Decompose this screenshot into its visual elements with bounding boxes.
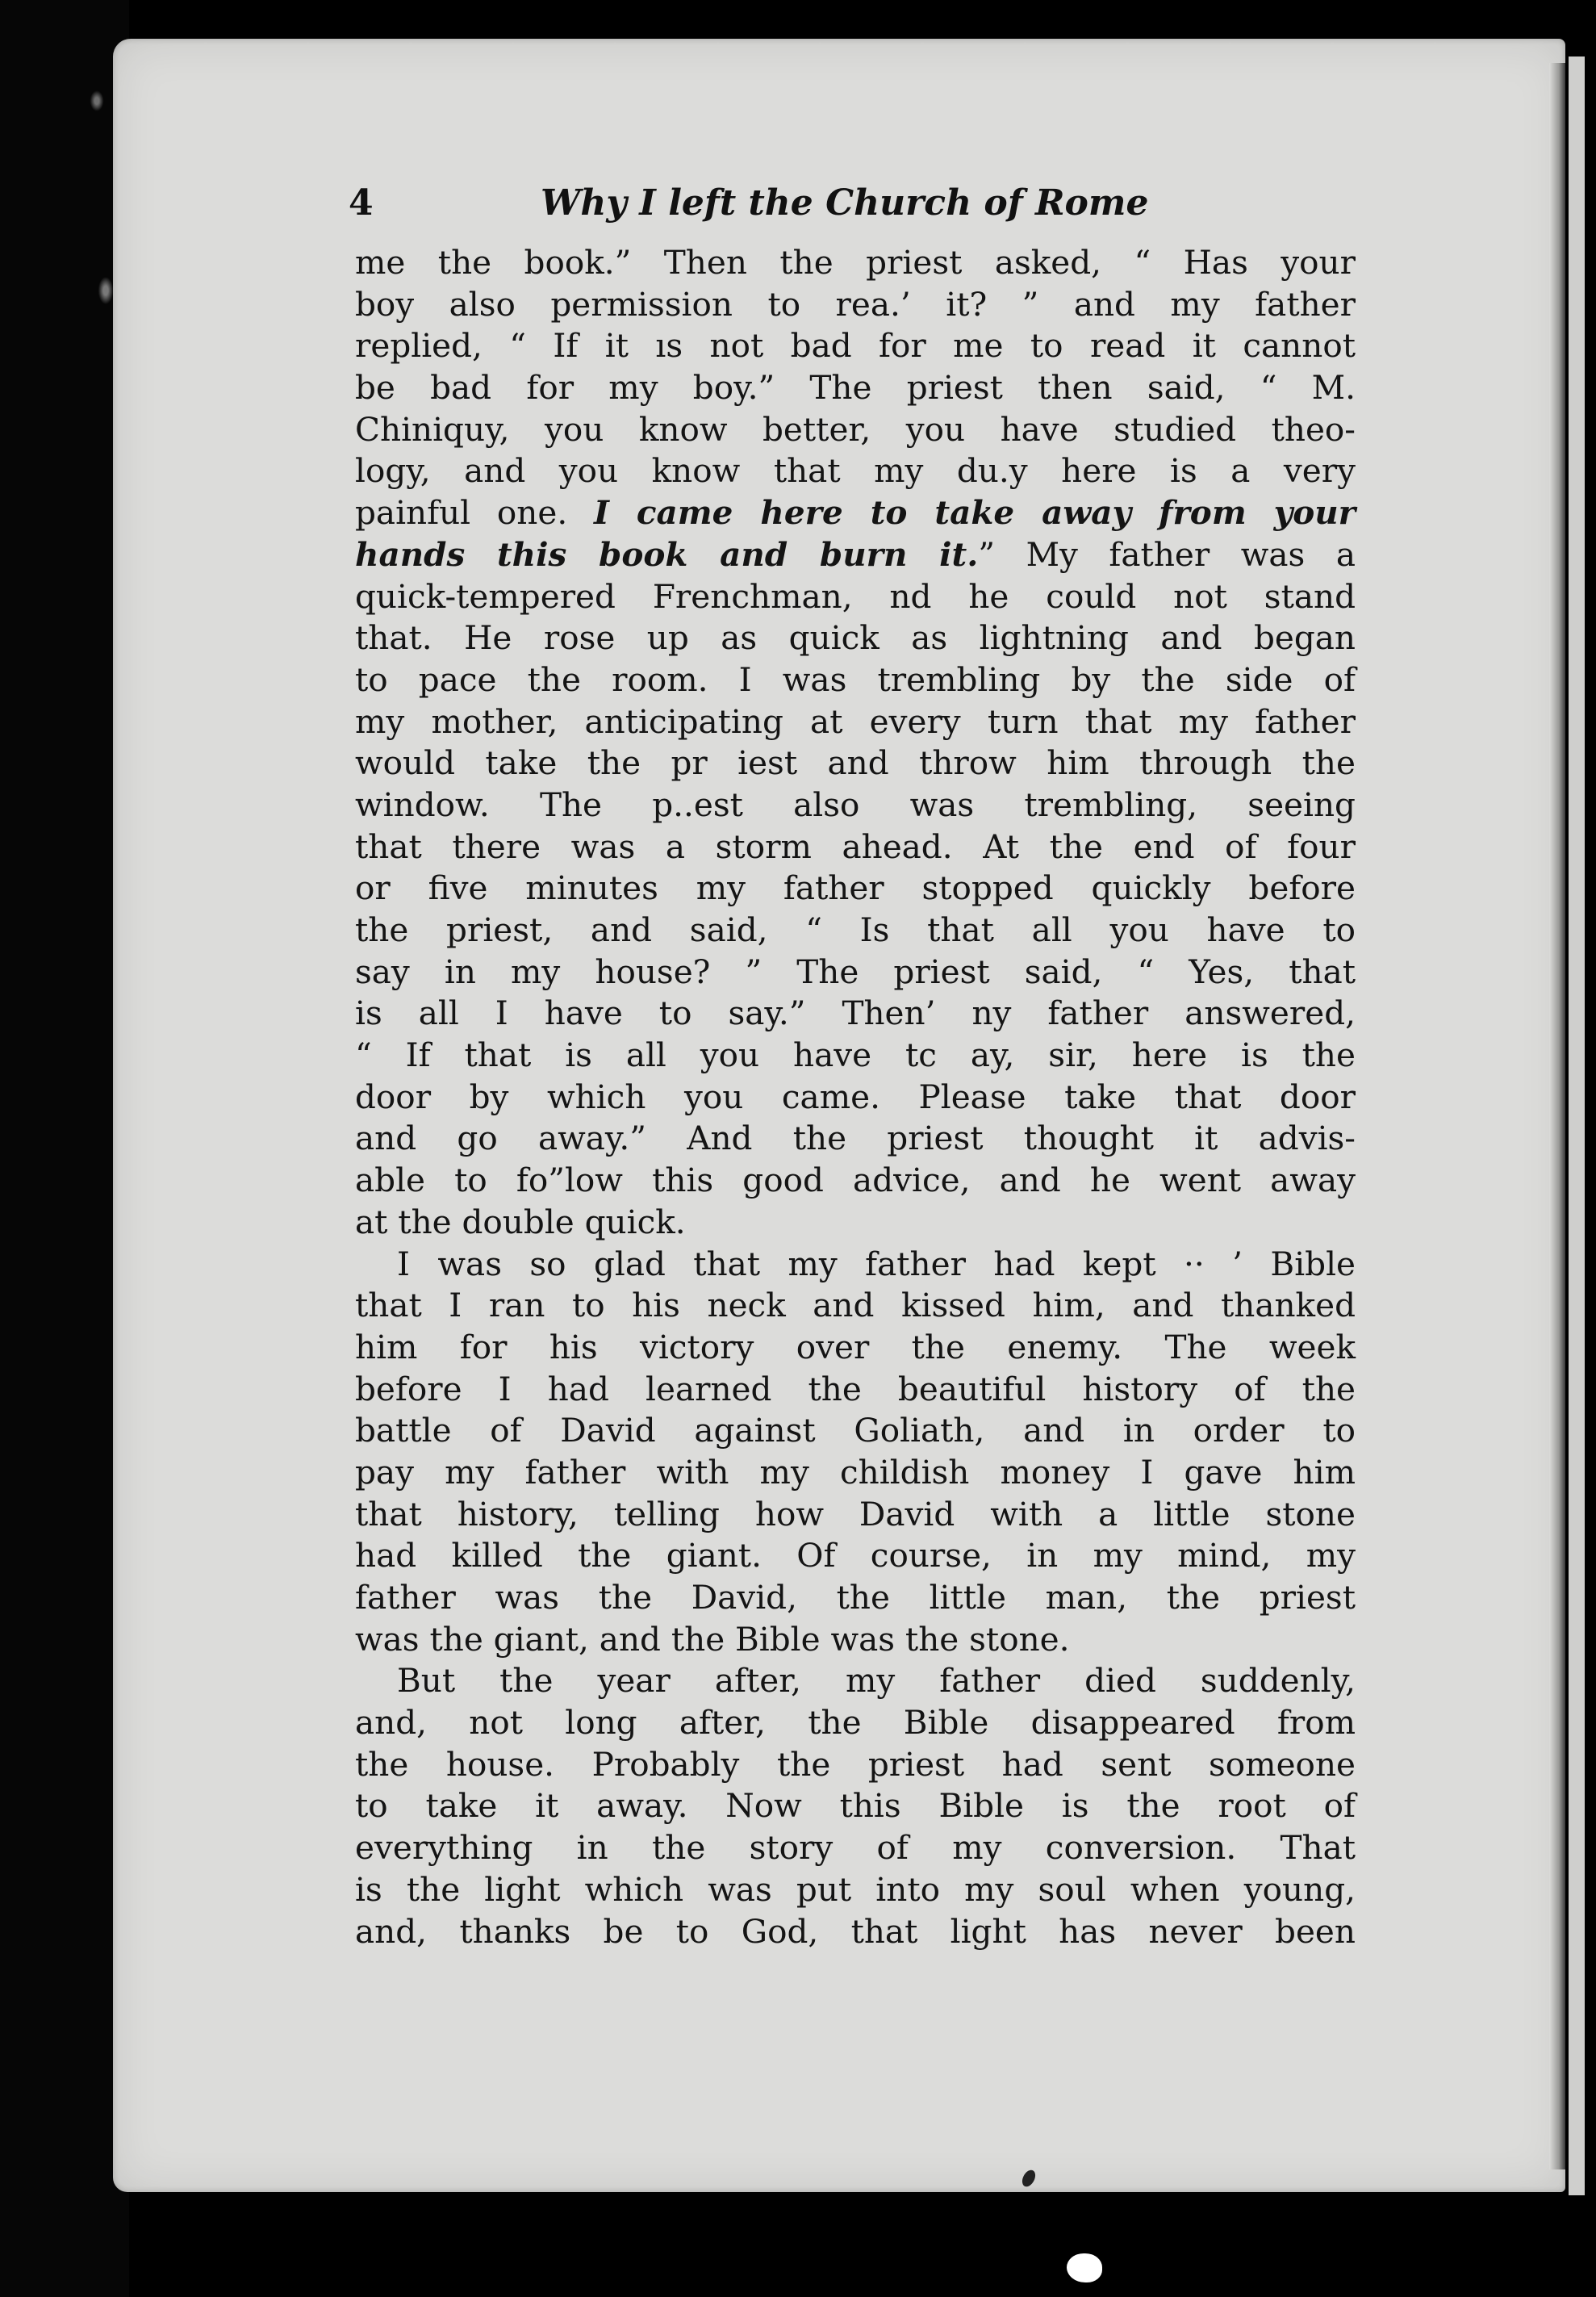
text-line: that there was a storm ahead. At the end of four <box>355 826 1356 866</box>
text-line: would take the pr iest and throw him through the <box>355 743 1356 783</box>
text-line: and go away.” And the priest thought it advis- <box>355 1119 1356 1158</box>
text-line: had killed the giant. Of course, in my mind, my <box>355 1536 1356 1575</box>
text-line: But the year after, my father died suddenly, <box>397 1661 1356 1701</box>
text-line: door by which you came. Please take that door <box>355 1077 1356 1116</box>
text-line: and, not long after, the Bible disappeared from <box>355 1703 1356 1743</box>
scan-speck <box>89 89 105 113</box>
text-line: boy also permission to rea.’ it? ” and my father <box>355 284 1356 324</box>
text-line: everything in the story of my conversion. That <box>355 1828 1356 1868</box>
page-header <box>349 178 1357 229</box>
text-line: before I had learned the beautiful history of the <box>355 1369 1356 1408</box>
text-line: that I ran to his neck and kissed him, and thanked <box>355 1286 1356 1325</box>
text-line: was the giant, and the Bible was the stone. <box>355 1619 1070 1659</box>
page-number: 4 <box>349 182 374 224</box>
emphasis-text: I came here to take away from your <box>593 493 1356 533</box>
text-line: able to fo”low this good advice, and he went away <box>355 1161 1356 1200</box>
text-line: that. He rose up as quick as lightning and began <box>355 618 1356 658</box>
text-line: or five minutes my father stopped quickly before <box>355 868 1356 908</box>
text-line: I was so glad that my father had kept ·· ’ Bible <box>397 1244 1356 1283</box>
text-line: to pace the room. I was trembling by the side of <box>355 659 1356 699</box>
text-line: my mother, anticipating at every turn that my father <box>355 701 1356 741</box>
text-line: say in my house? ” The priest said, “ Yes, that <box>355 952 1356 991</box>
text-line: is all I have to say.” Then’ ny father answered, <box>355 994 1356 1033</box>
next-page-edge <box>1569 56 1585 2195</box>
text-line: replied, “ If it ıs not bad for me to read it cannot <box>355 326 1356 366</box>
text-line: “ If that is all you have tc ay, sir, here is the <box>355 1036 1356 1075</box>
text-line: me the book.” Then the priest asked, “ Has your <box>355 243 1356 282</box>
page-body <box>355 242 1356 1952</box>
scan-speck <box>97 274 115 307</box>
scan-blob <box>1067 2253 1102 2282</box>
text-line: the priest, and said, “ Is that all you have to <box>355 910 1356 949</box>
text-line: window. The p..est also was trembling, seeing <box>355 784 1356 824</box>
text-line: quick-tempered Frenchman, nd he could not stand <box>355 576 1356 616</box>
text-line: the house. Probably the priest had sent someone <box>355 1744 1356 1784</box>
text-line: be bad for my boy.” The priest then said, “ M. <box>355 368 1356 408</box>
text-line: at the double quick. <box>355 1202 686 1241</box>
scan-dark-border <box>0 0 129 2297</box>
text-line: and, thanks be to God, that light has never been <box>355 1911 1356 1951</box>
text-line: is the light which was put into my soul when young, <box>355 1869 1356 1909</box>
text-line: to take it away. Now this Bible is the root of <box>355 1786 1356 1826</box>
text-run: ” My father was a <box>978 534 1356 574</box>
text-line: that history, telling how David with a little stone <box>355 1494 1356 1533</box>
text-line: Chiniquy, you know better, you have studied theo- <box>355 409 1356 449</box>
text-line: pay my father with my childish money I gave him <box>355 1452 1356 1492</box>
page-edge-shadow <box>1549 63 1565 2169</box>
text-line: him for his victory over the enemy. The week <box>355 1327 1356 1366</box>
running-head: Why I left the Church of Rome <box>541 182 1149 224</box>
text-line <box>355 492 1356 534</box>
text-run: painful one. <box>355 493 568 533</box>
text-line: father was the David, the little man, the priest <box>355 1578 1356 1617</box>
text-line: logy, and you know that my du.y here is a very <box>355 451 1356 491</box>
emphasis-text: hands this book and burn it. <box>355 534 979 574</box>
text-line <box>355 534 1356 576</box>
text-line: battle of David against Goliath, and in order to <box>355 1411 1356 1450</box>
